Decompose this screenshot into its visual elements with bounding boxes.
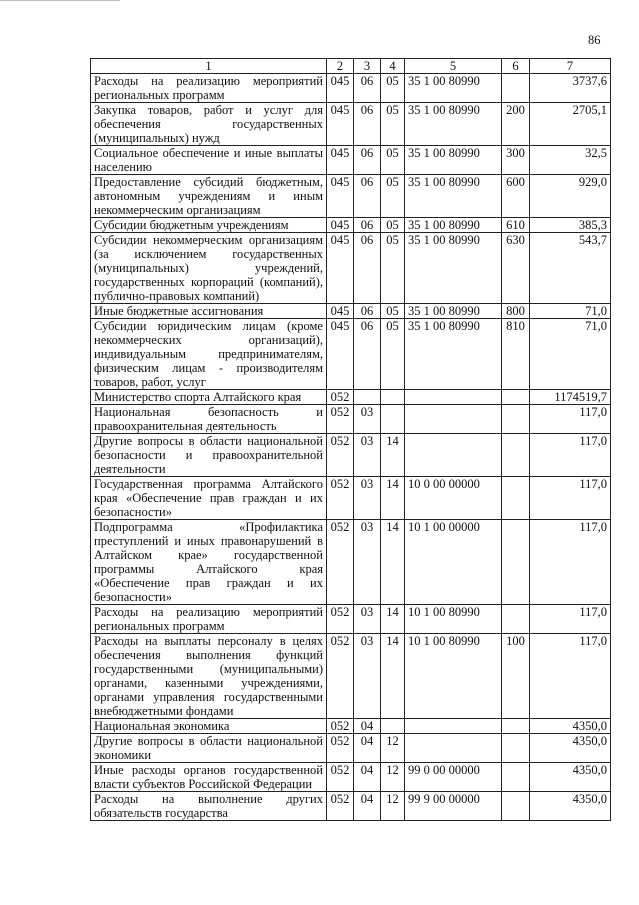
table-row bbox=[91, 146, 611, 175]
row-target-article-cell bbox=[405, 434, 502, 477]
row-amount-cell: 4350,0 bbox=[530, 719, 611, 734]
row-subsection-cell: 05 bbox=[381, 146, 405, 175]
table-row bbox=[91, 605, 611, 634]
row-subsection-cell: 05 bbox=[381, 304, 405, 319]
table-row bbox=[91, 304, 611, 319]
row-section-cell: 06 bbox=[354, 218, 381, 233]
scan-edge-line bbox=[0, 0, 120, 1]
row-target-article-cell bbox=[405, 405, 502, 434]
row-target-article-cell: 35 1 00 80990 bbox=[405, 175, 502, 218]
row-amount-cell: 71,0 bbox=[530, 304, 611, 319]
row-expense-type-cell bbox=[502, 605, 530, 634]
row-amount-cell: 117,0 bbox=[530, 405, 611, 434]
row-target-article-cell bbox=[405, 390, 502, 405]
budget-table bbox=[90, 58, 611, 821]
row-subsection-cell: 12 bbox=[381, 734, 405, 763]
row-target-article-cell: 35 1 00 80990 bbox=[405, 304, 502, 319]
row-name-cell: Предоставление субсидий бюджетным, автономным учреждениям и иным некоммерческим организациям bbox=[91, 175, 327, 218]
row-section-cell: 03 bbox=[354, 634, 381, 719]
row-name-cell: Министерство спорта Алтайского края bbox=[91, 390, 327, 405]
row-subsection-cell: 05 bbox=[381, 103, 405, 146]
row-expense-type-cell bbox=[502, 434, 530, 477]
row-expense-type-cell: 800 bbox=[502, 304, 530, 319]
row-target-article-cell: 35 1 00 80990 bbox=[405, 74, 502, 103]
row-ministry-code-cell: 045 bbox=[327, 103, 354, 146]
row-amount-cell: 117,0 bbox=[530, 520, 611, 605]
row-target-article-cell: 10 0 00 00000 bbox=[405, 477, 502, 520]
row-expense-type-cell bbox=[502, 520, 530, 605]
row-expense-type-cell bbox=[502, 477, 530, 520]
row-section-cell bbox=[354, 390, 381, 405]
row-name-cell: Расходы на реализацию мероприятий региональных программ bbox=[91, 74, 327, 103]
row-expense-type-cell bbox=[502, 405, 530, 434]
row-name-cell: Расходы на выполнение других обязательств государства bbox=[91, 792, 327, 821]
row-name-cell: Национальная экономика bbox=[91, 719, 327, 734]
row-subsection-cell bbox=[381, 390, 405, 405]
row-section-cell: 06 bbox=[354, 175, 381, 218]
row-subsection-cell: 05 bbox=[381, 233, 405, 304]
table-row bbox=[91, 218, 611, 233]
row-name-cell: Иные бюджетные ассигнования bbox=[91, 304, 327, 319]
row-target-article-cell: 35 1 00 80990 bbox=[405, 103, 502, 146]
table-header-row bbox=[91, 59, 611, 74]
row-expense-type-cell bbox=[502, 792, 530, 821]
row-amount-cell: 117,0 bbox=[530, 634, 611, 719]
row-ministry-code-cell: 052 bbox=[327, 719, 354, 734]
row-ministry-code-cell: 052 bbox=[327, 434, 354, 477]
row-amount-cell: 117,0 bbox=[530, 434, 611, 477]
row-expense-type-cell: 610 bbox=[502, 218, 530, 233]
row-ministry-code-cell: 052 bbox=[327, 734, 354, 763]
table-row bbox=[91, 719, 611, 734]
table-row bbox=[91, 634, 611, 719]
row-target-article-cell bbox=[405, 719, 502, 734]
row-section-cell: 06 bbox=[354, 103, 381, 146]
row-section-cell: 03 bbox=[354, 520, 381, 605]
row-ministry-code-cell: 052 bbox=[327, 520, 354, 605]
row-section-cell: 03 bbox=[354, 605, 381, 634]
table-row bbox=[91, 434, 611, 477]
row-ministry-code-cell: 052 bbox=[327, 477, 354, 520]
row-target-article-cell: 10 1 00 80990 bbox=[405, 605, 502, 634]
row-section-cell: 06 bbox=[354, 319, 381, 390]
row-ministry-code-cell: 052 bbox=[327, 405, 354, 434]
row-section-cell: 03 bbox=[354, 434, 381, 477]
column-header: 7 bbox=[530, 59, 611, 74]
row-name-cell: Национальная безопасность и правоохранительная деятельность bbox=[91, 405, 327, 434]
row-subsection-cell: 05 bbox=[381, 74, 405, 103]
row-subsection-cell bbox=[381, 405, 405, 434]
row-expense-type-cell bbox=[502, 719, 530, 734]
table-row bbox=[91, 792, 611, 821]
row-section-cell: 03 bbox=[354, 405, 381, 434]
row-subsection-cell: 12 bbox=[381, 792, 405, 821]
row-amount-cell: 117,0 bbox=[530, 605, 611, 634]
row-ministry-code-cell: 045 bbox=[327, 304, 354, 319]
row-amount-cell: 2705,1 bbox=[530, 103, 611, 146]
row-ministry-code-cell: 045 bbox=[327, 74, 354, 103]
row-section-cell: 04 bbox=[354, 734, 381, 763]
row-subsection-cell: 14 bbox=[381, 520, 405, 605]
row-name-cell: Субсидии некоммерческим организациям (за исключением государственных (муниципальных) учреждений, государственных корпораций (компаний), публично-правовых компаний) bbox=[91, 233, 327, 304]
column-header: 6 bbox=[502, 59, 530, 74]
row-subsection-cell: 14 bbox=[381, 605, 405, 634]
row-subsection-cell: 05 bbox=[381, 319, 405, 390]
row-name-cell: Субсидии бюджетным учреждениям bbox=[91, 218, 327, 233]
row-expense-type-cell bbox=[502, 734, 530, 763]
row-ministry-code-cell: 052 bbox=[327, 792, 354, 821]
row-ministry-code-cell: 045 bbox=[327, 218, 354, 233]
row-target-article-cell: 99 0 00 00000 bbox=[405, 763, 502, 792]
row-amount-cell: 929,0 bbox=[530, 175, 611, 218]
row-subsection-cell: 05 bbox=[381, 218, 405, 233]
column-header: 2 bbox=[327, 59, 354, 74]
row-name-cell: Расходы на выплаты персоналу в целях обеспечения выполнения функций государственными (муниципальными) органами, казенными учреждениями, органами управления государственными внебюджетными фондами bbox=[91, 634, 327, 719]
row-name-cell: Другие вопросы в области национальной экономики bbox=[91, 734, 327, 763]
row-expense-type-cell bbox=[502, 74, 530, 103]
row-amount-cell: 1174519,7 bbox=[530, 390, 611, 405]
row-section-cell: 06 bbox=[354, 74, 381, 103]
row-amount-cell: 32,5 bbox=[530, 146, 611, 175]
row-expense-type-cell bbox=[502, 390, 530, 405]
row-target-article-cell bbox=[405, 734, 502, 763]
row-name-cell: Субсидии юридическим лицам (кроме некоммерческих организаций), индивидуальным предпринимателям, физическим лицам - производителям товаров, работ, услуг bbox=[91, 319, 327, 390]
table-row bbox=[91, 477, 611, 520]
row-section-cell: 04 bbox=[354, 719, 381, 734]
row-ministry-code-cell: 052 bbox=[327, 605, 354, 634]
table-row bbox=[91, 405, 611, 434]
row-section-cell: 04 bbox=[354, 792, 381, 821]
table-row bbox=[91, 319, 611, 390]
row-name-cell: Расходы на реализацию мероприятий региональных программ bbox=[91, 605, 327, 634]
row-name-cell: Закупка товаров, работ и услуг для обеспечения государственных (муниципальных) нужд bbox=[91, 103, 327, 146]
row-name-cell: Социальное обеспечение и иные выплаты населению bbox=[91, 146, 327, 175]
row-expense-type-cell: 300 bbox=[502, 146, 530, 175]
table-row bbox=[91, 734, 611, 763]
row-subsection-cell: 14 bbox=[381, 434, 405, 477]
row-subsection-cell: 05 bbox=[381, 175, 405, 218]
table-row bbox=[91, 74, 611, 103]
row-amount-cell: 385,3 bbox=[530, 218, 611, 233]
row-ministry-code-cell: 045 bbox=[327, 146, 354, 175]
row-ministry-code-cell: 052 bbox=[327, 634, 354, 719]
row-expense-type-cell: 200 bbox=[502, 103, 530, 146]
row-subsection-cell: 14 bbox=[381, 477, 405, 520]
row-amount-cell: 71,0 bbox=[530, 319, 611, 390]
row-name-cell: Иные расходы органов государственной власти субъектов Российской Федерации bbox=[91, 763, 327, 792]
row-amount-cell: 3737,6 bbox=[530, 74, 611, 103]
column-header: 1 bbox=[91, 59, 327, 74]
row-target-article-cell: 99 9 00 00000 bbox=[405, 792, 502, 821]
row-ministry-code-cell: 045 bbox=[327, 175, 354, 218]
table-row bbox=[91, 520, 611, 605]
column-header: 3 bbox=[354, 59, 381, 74]
row-amount-cell: 4350,0 bbox=[530, 734, 611, 763]
row-subsection-cell: 12 bbox=[381, 763, 405, 792]
row-ministry-code-cell: 045 bbox=[327, 233, 354, 304]
table-row bbox=[91, 763, 611, 792]
row-amount-cell: 543,7 bbox=[530, 233, 611, 304]
column-header: 4 bbox=[381, 59, 405, 74]
row-ministry-code-cell: 052 bbox=[327, 390, 354, 405]
table-row bbox=[91, 175, 611, 218]
row-section-cell: 06 bbox=[354, 146, 381, 175]
row-ministry-code-cell: 052 bbox=[327, 763, 354, 792]
row-ministry-code-cell: 045 bbox=[327, 319, 354, 390]
table-row bbox=[91, 233, 611, 304]
row-section-cell: 03 bbox=[354, 477, 381, 520]
row-expense-type-cell: 600 bbox=[502, 175, 530, 218]
row-section-cell: 06 bbox=[354, 233, 381, 304]
row-name-cell: Подпрограмма «Профилактика преступлений и иных правонарушений в Алтайском крае» государственной программы Алтайского края «Обеспечение прав граждан и их безопасности» bbox=[91, 520, 327, 605]
row-subsection-cell bbox=[381, 719, 405, 734]
row-expense-type-cell bbox=[502, 763, 530, 792]
row-target-article-cell: 35 1 00 80990 bbox=[405, 218, 502, 233]
row-name-cell: Государственная программа Алтайского края «Обеспечение прав граждан и их безопасности» bbox=[91, 477, 327, 520]
row-target-article-cell: 35 1 00 80990 bbox=[405, 233, 502, 304]
row-target-article-cell: 35 1 00 80990 bbox=[405, 319, 502, 390]
table-row bbox=[91, 103, 611, 146]
column-header: 5 bbox=[405, 59, 502, 74]
row-target-article-cell: 10 1 00 80990 bbox=[405, 634, 502, 719]
table-row bbox=[91, 390, 611, 405]
row-section-cell: 06 bbox=[354, 304, 381, 319]
row-name-cell: Другие вопросы в области национальной безопасности и правоохранительной деятельности bbox=[91, 434, 327, 477]
row-amount-cell: 4350,0 bbox=[530, 763, 611, 792]
row-expense-type-cell: 810 bbox=[502, 319, 530, 390]
row-amount-cell: 4350,0 bbox=[530, 792, 611, 821]
row-target-article-cell: 10 1 00 00000 bbox=[405, 520, 502, 605]
row-expense-type-cell: 630 bbox=[502, 233, 530, 304]
row-amount-cell: 117,0 bbox=[530, 477, 611, 520]
row-subsection-cell: 14 bbox=[381, 634, 405, 719]
row-section-cell: 04 bbox=[354, 763, 381, 792]
row-target-article-cell: 35 1 00 80990 bbox=[405, 146, 502, 175]
row-expense-type-cell: 100 bbox=[502, 634, 530, 719]
page-number: 86 bbox=[588, 33, 601, 47]
